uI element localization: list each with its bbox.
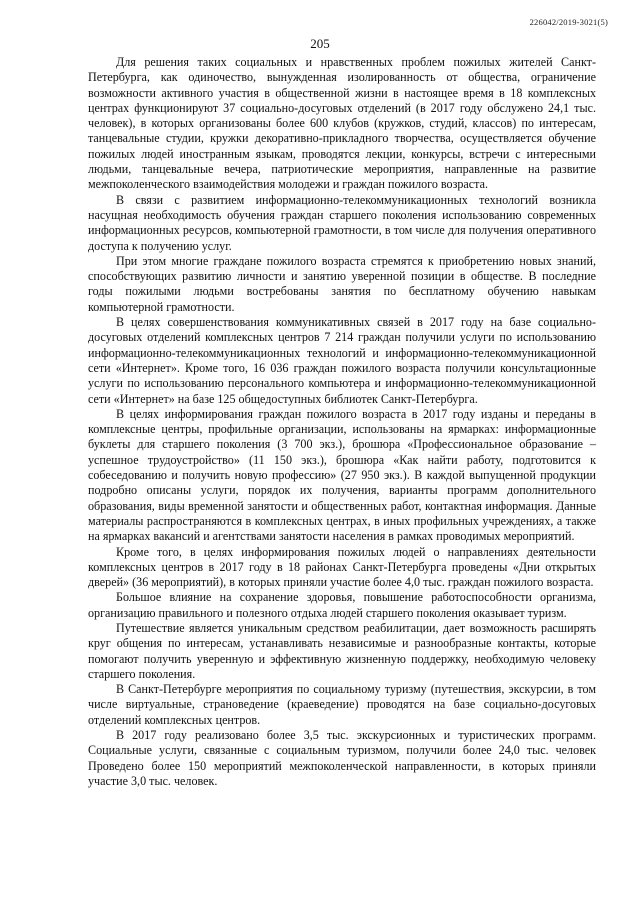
page-number: 205 xyxy=(310,36,330,51)
paragraph: В целях совершенствования коммуникативных связей в 2017 году на базе социально-досуговых отделений комплексных центров 7 214 граждан получили услуги по использованию информационно-телекоммуникационных технологий и информационно-телекоммуникационной сети «Интернет». Кроме того, 16 036 граждан пожилого возраста получили консультационные услуги по использованию персонального компьютера и информационно-телекоммуникационной сети «Интернет» на базе 125 общедоступных библиотек Санкт-Петербурга. xyxy=(88,315,596,406)
paragraph: Для решения таких социальных и нравственных проблем пожилых жителей Санкт-Петербурга, как одиночество, вынужденная изолированность от общества, ограничение возможности активного участия в общественной жизни в настоящее время в 18 комплексных центрах функционируют 37 социально-досуговых отделений (в 2017 году обслужено 24,1 тыс. человек), в которых организованы более 600 клубов (кружков, студий, классов) по интересам, танцевальные студии, кружки декоративно-прикладного творчества, осуществляется обучение пожилых людей иностранным языкам, проводятся лекции, конкурсы, встречи с интересными людьми, танцевальные вечера, патриотические мероприятия, направленные на развитие межпоколенческого взаимодействия молодежи и граждан пожилого возраста. xyxy=(88,55,596,192)
document-body xyxy=(88,55,596,789)
paragraph: В Санкт-Петербурге мероприятия по социальному туризму (путешествия, экскурсии, в том числе виртуальные, страноведение (краеведение) проводятся на базе социально-досуговых отделений комплексных центров. xyxy=(88,682,596,727)
paragraph: В целях информирования граждан пожилого возраста в 2017 году изданы и переданы в комплексные центры, профильные организации, использованы на ярмарках: информационные буклеты для старшего поколения (3 700 экз.), брошюра «Профессиональное образование – успешное трудоустройство» (11 150 экз.), брошюра «Как найти работу, подготовится к собеседованию и получить новую профессию» (27 950 экз.). В каждой выпущенной продукции подробно описаны услуги, порядок их получения, варианты программ дополнительного образования, виды временной занятости и общественных работ, контактная информация. Данные материалы распространяются в комплексных центрах, в иных профильных учреждениях, а также на ярмарках вакансий и агентствами занятости населения в рамках проводимых мероприятий. xyxy=(88,406,596,544)
paragraph: Кроме того, в целях информирования пожилых людей о направлениях деятельности комплексных центров в 2017 году в 18 районах Санкт-Петербурга проведены «Дни открытых дверей» (36 мероприятий), в которых приняли участие более 4,0 тыс. граждан пожилого возраста. xyxy=(88,544,596,590)
paragraph: При этом многие граждане пожилого возраста стремятся к приобретению новых знаний, способствующих развитию личности и занятию уверенной позиции в обществе. В последние годы пожилыми людьми востребованы занятия по бесплатному обучению навыкам компьютерной грамотности. xyxy=(88,253,596,314)
paragraph: В связи с развитием информационно-телекоммуникационных технологий возникла насущная необходимость обучения граждан старшего поколения использованию современных информационных ресурсов, компьютерной грамотности, в том числе для получения оперативного доступа к получению услуг. xyxy=(88,192,596,253)
paragraph: В 2017 году реализовано более 3,5 тыс. экскурсионных и туристических программ. Социальные услуги, связанные с социальным туризмом, получили более 24,0 тыс. человек Проведено более 150 мероприятий межпоколенческой направленности, в которых приняли участие 3,0 тыс. человек. xyxy=(88,728,596,788)
document-id-stamp: 226042/2019-3021(5) xyxy=(529,17,608,27)
paragraph: Путешествие является уникальным средством реабилитации, дает возможность расширять круг общения по интересам, устанавливать независимые и разнообразные контакты, которые помогают получить уверенную и эффективную жизненную поддержку, необходимую человеку старшего поколения. xyxy=(88,620,596,681)
paragraph: Большое влияние на сохранение здоровья, повышение работоспособности организма, организацию правильного и полезного отдыха людей старшего поколения оказывает туризм. xyxy=(88,590,596,620)
